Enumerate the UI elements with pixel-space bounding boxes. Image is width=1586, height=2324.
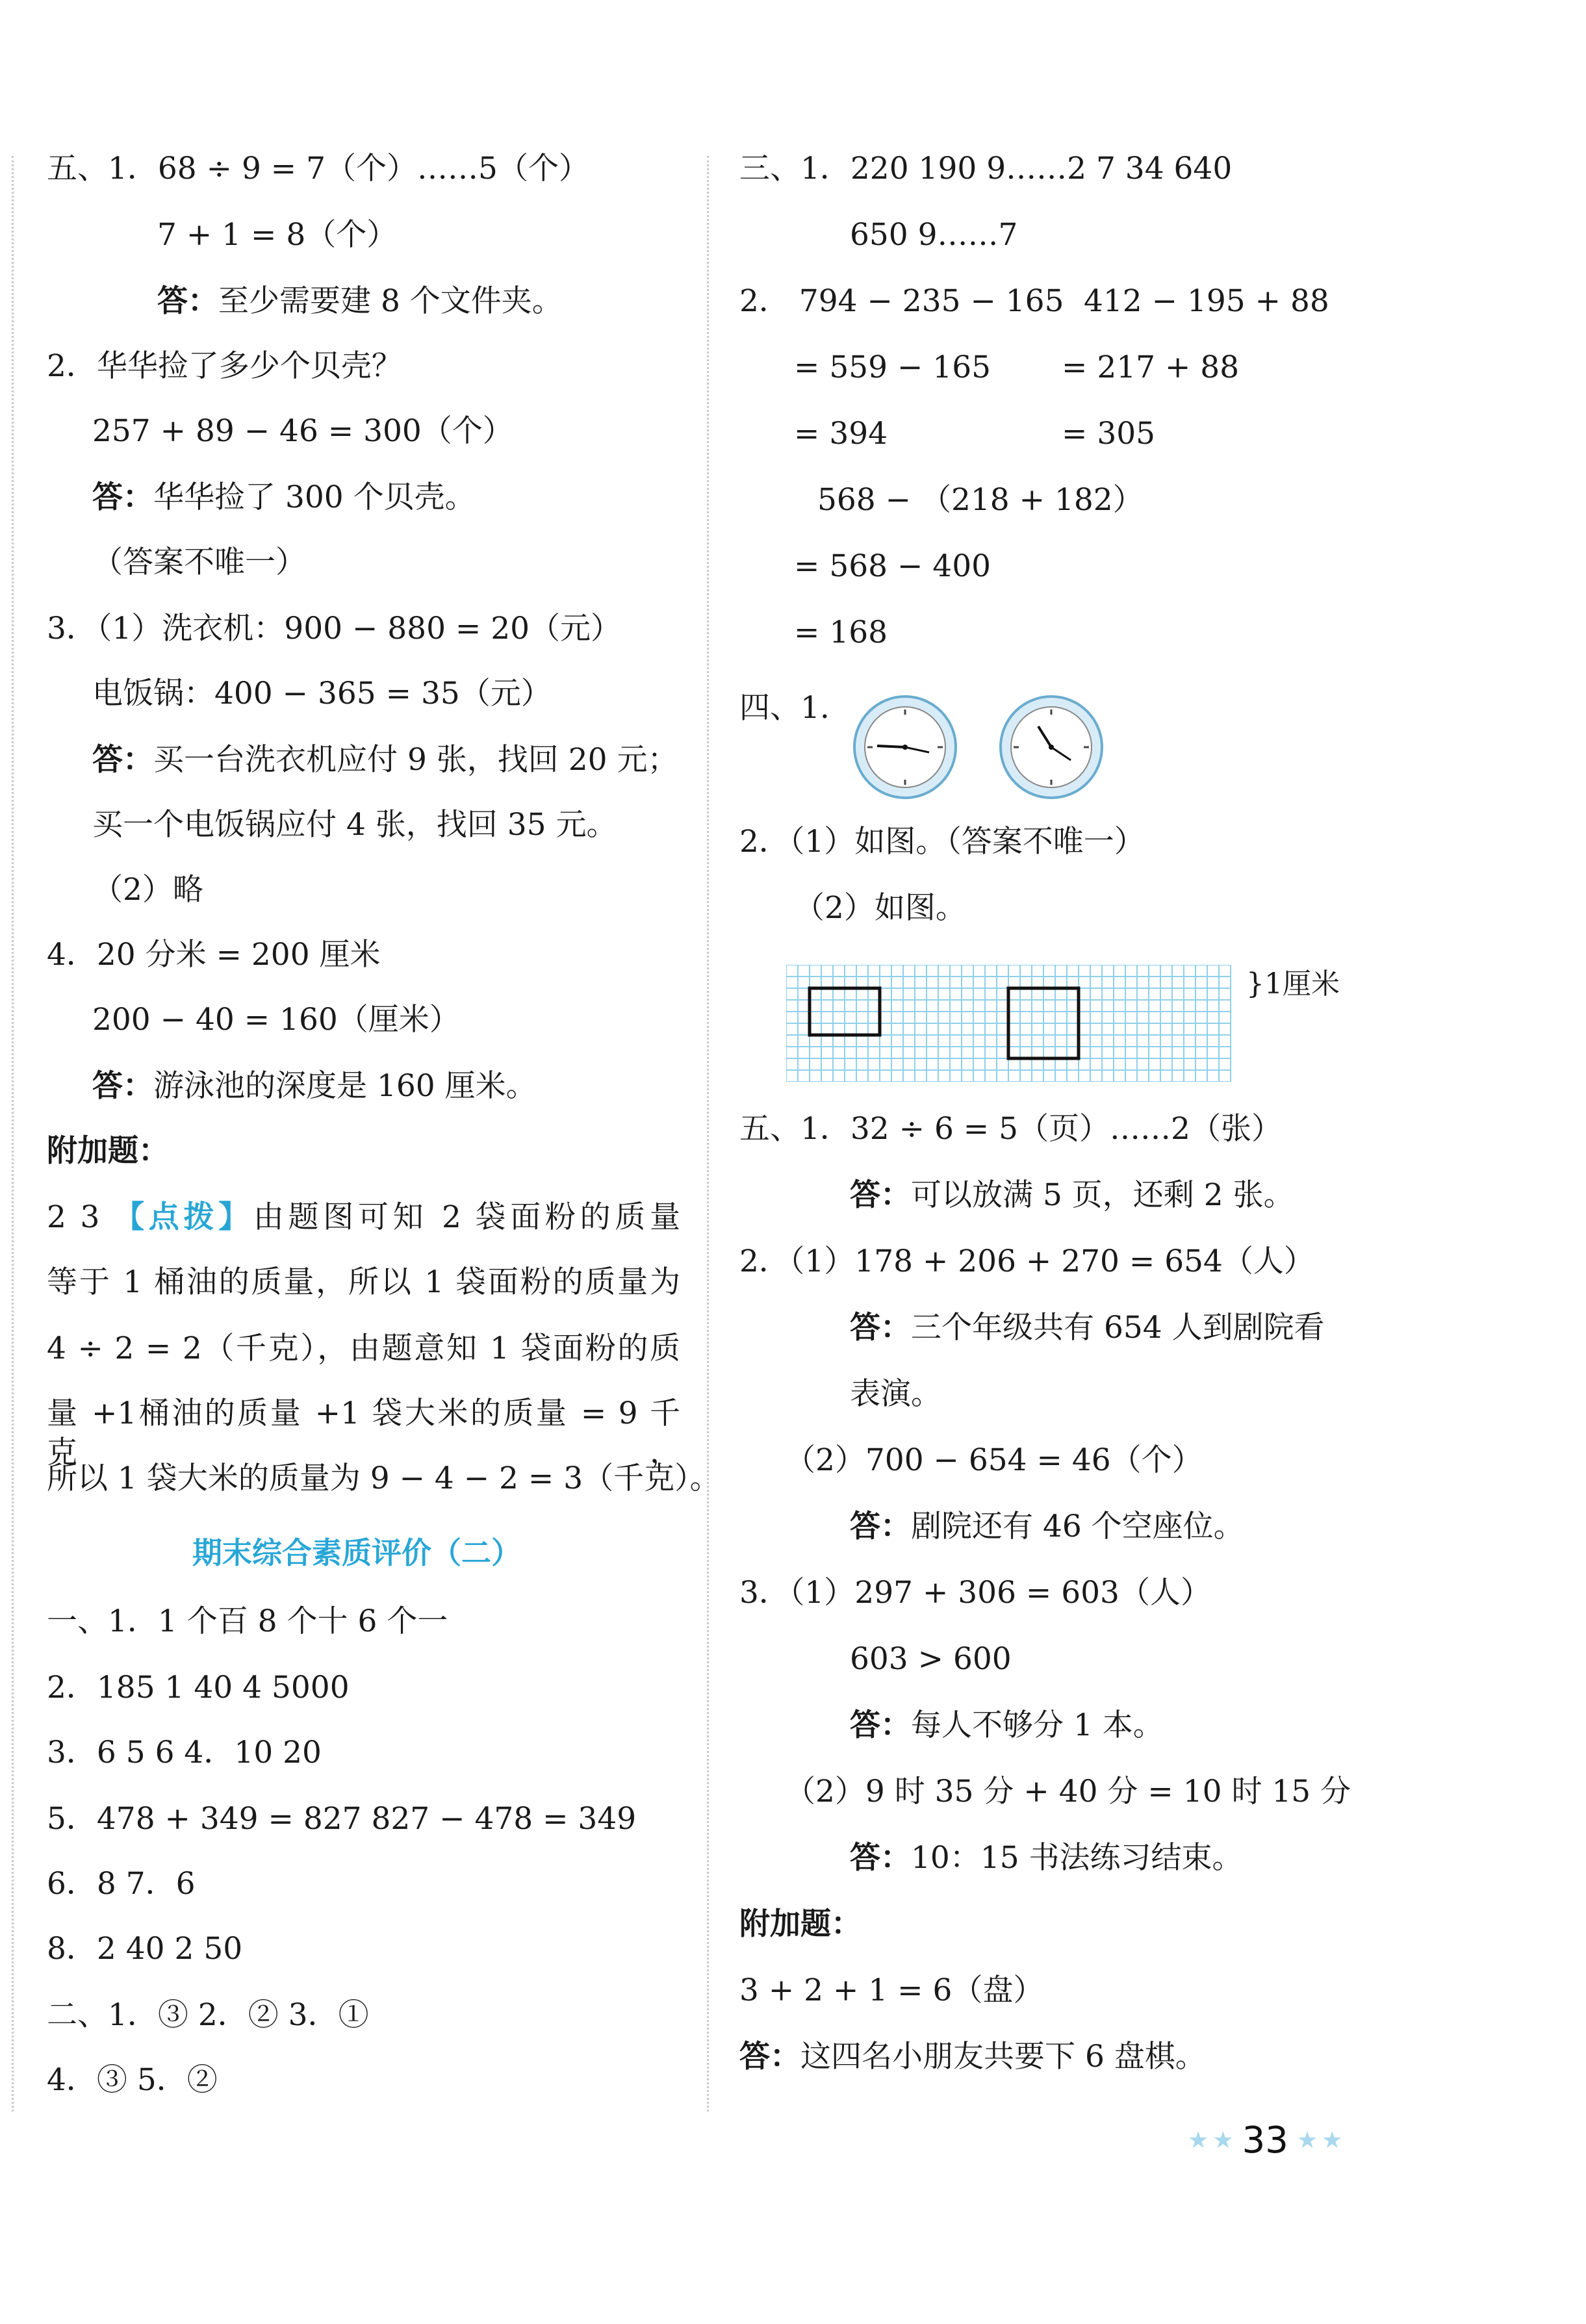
answer-label: 答：	[850, 1310, 911, 1346]
answer-line: 3．（1）297 + 306 = 603（人）	[739, 1575, 1211, 1611]
clock-face-2	[1001, 696, 1102, 798]
extra-explanation-line: 量 +1桶油的质量 +1 袋大米的质量 = 9 千克，	[47, 1396, 680, 1470]
answer-line: （2）9 时 35 分 + 40 分 = 10 时 15 分	[785, 1774, 1351, 1809]
answer-line: （2）700 − 654 = 46（个）	[785, 1442, 1203, 1478]
answer-line: 2．185 1 40 4 5000	[47, 1670, 350, 1705]
answer-line: 3．6 5 6 4．10 20	[47, 1735, 322, 1770]
answer-line: 电饭锅：400 − 365 = 35（元）	[92, 676, 552, 711]
answer-line	[739, 2037, 1206, 2076]
answer-line: 7 + 1 = 8（个）	[157, 217, 398, 253]
answer-text: 华华捡了 300 个贝壳。	[153, 479, 476, 515]
extra-explanation-line: 等于 1 桶油的质量，所以 1 袋面粉的质量为	[47, 1264, 680, 1300]
answer-line: 表演。	[850, 1376, 941, 1412]
answer-line: 4．20 分米 = 200 厘米	[47, 937, 381, 973]
answer-line: 五、1．32 ÷ 6 = 5（页）……2（张）	[739, 1111, 1282, 1147]
answer-line	[850, 1507, 1244, 1546]
extra-text: 由题图可知 2 袋面粉的质量	[253, 1199, 680, 1235]
clock-face-1	[854, 696, 956, 798]
answer-line: （答案不唯一）	[92, 544, 306, 580]
answer-label: 答：	[850, 1707, 911, 1743]
square-grid-figure	[786, 965, 1241, 1082]
answer-line: 一、1．1 个百 8 个十 6 个一	[47, 1603, 448, 1639]
answer-line: 5．478 + 349 = 827 827 − 478 = 349	[47, 1801, 637, 1837]
answer-label: 答：	[92, 742, 153, 778]
answer-line: 三、1．220 190 9……2 7 34 640	[739, 151, 1233, 186]
answer-label: 答：	[92, 479, 153, 515]
answer-line: 2．华华捡了多少个贝壳？	[47, 348, 402, 384]
extra-explanation-line	[47, 1198, 680, 1237]
answer-line: 412 − 195 + 88	[1084, 283, 1329, 319]
answer-text: 买一台洗衣机应付 9 张，找回 20 元；	[153, 742, 678, 778]
answer-line: = 568 − 400	[794, 548, 991, 584]
answer-text: 游泳池的深度是 160 厘米。	[153, 1068, 537, 1104]
answer-line	[92, 1067, 537, 1106]
answer-line: 五、1．68 ÷ 9 = 7（个）……5（个）	[47, 151, 589, 186]
answer-line: （2）略	[92, 872, 203, 908]
answer-line: = 394	[794, 416, 888, 452]
section-title: 期末综合素质评价（二）	[192, 1535, 521, 1570]
page-number: 33	[1242, 2119, 1288, 2162]
extra-answer: 2 3	[47, 1199, 114, 1235]
answer-line: 2．（1）178 + 206 + 270 = 654（人）	[739, 1244, 1314, 1279]
answer-line: 3．（1）洗衣机：900 − 880 = 20（元）	[47, 611, 622, 646]
answer-text: 每人不够分 1 本。	[911, 1707, 1164, 1743]
answer-line: 8．2 40 2 50	[47, 1931, 243, 1967]
answer-line: 568 − （218 + 182）	[817, 482, 1144, 518]
answer-text: 10：15 书法练习结束。	[911, 1840, 1243, 1876]
answer-line: 2．（1）如图。（答案不唯一）	[739, 824, 1145, 860]
answer-text: 可以放满 5 页，还剩 2 张。	[911, 1177, 1294, 1213]
answer-line: = 217 + 88	[1062, 350, 1240, 385]
answer-line: 4．③ 5．②	[47, 2062, 218, 2098]
answer-line: 四、1.	[739, 690, 830, 726]
answer-line: 二、1．③ 2．② 3．①	[47, 1997, 369, 2033]
extra-explanation-line: 所以 1 袋大米的质量为 9 − 4 − 2 = 3（千克）。	[47, 1461, 721, 1496]
answer-text: 这四名小朋友共要下 6 盘棋。	[800, 2039, 1206, 2075]
answer-line	[92, 741, 678, 780]
star-icon: ★	[1188, 2127, 1209, 2154]
grid-unit-label: }1厘米	[1246, 967, 1340, 1001]
left-margin-rule	[12, 156, 14, 2112]
column-divider	[707, 156, 709, 2112]
answer-text: 三个年级共有 654 人到剧院看	[911, 1310, 1325, 1346]
page-footer	[1186, 2119, 1344, 2165]
answer-label: 答：	[157, 283, 218, 319]
answer-label: 答：	[92, 1068, 153, 1104]
clock-answers	[850, 689, 1123, 806]
answer-text: 至少需要建 8 个文件夹。	[218, 283, 563, 319]
answer-line: （2）如图。	[794, 890, 966, 926]
answer-line: 买一个电饭锅应付 4 张，找回 35 元。	[92, 807, 617, 843]
star-icon: ★	[1212, 2127, 1234, 2154]
answer-line	[850, 1839, 1243, 1878]
answer-line: 257 + 89 − 46 = 300（个）	[92, 413, 513, 449]
extra-explanation-line: 4 ÷ 2 = 2（千克），由题意知 1 袋面粉的质	[47, 1331, 680, 1366]
answer-line: 200 − 40 = 160（厘米）	[92, 1002, 460, 1038]
star-icon: ★	[1322, 2127, 1343, 2154]
answer-line	[157, 282, 563, 321]
answer-line	[850, 1176, 1294, 1215]
answer-line: = 168	[794, 615, 888, 650]
extra-question-title: 附加题：	[739, 1906, 862, 1942]
answer-line: = 305	[1062, 416, 1156, 452]
answer-text: 剧院还有 46 个空座位。	[911, 1509, 1244, 1544]
answer-line	[850, 1309, 1325, 1347]
extra-question-title: 附加题：	[47, 1133, 169, 1169]
answer-label: 答：	[739, 2039, 800, 2075]
answer-line	[92, 478, 476, 517]
star-icon: ★	[1296, 2127, 1318, 2154]
answer-line	[850, 1706, 1164, 1745]
answer-label: 答：	[850, 1840, 911, 1876]
answer-line: 3 + 2 + 1 = 6（盘）	[739, 1973, 1044, 2008]
answer-line: 650 9……7	[850, 217, 1018, 253]
answer-line: = 559 − 165	[794, 350, 991, 385]
answer-line: 603 > 600	[850, 1641, 1012, 1677]
hint-tag: 【点拨】	[114, 1199, 253, 1235]
answer-label: 答：	[850, 1177, 911, 1213]
answer-line: 2． 794 − 235 − 165	[739, 283, 1064, 319]
answer-line: 6．8 7．6	[47, 1866, 196, 1902]
answer-label: 答：	[850, 1509, 911, 1544]
